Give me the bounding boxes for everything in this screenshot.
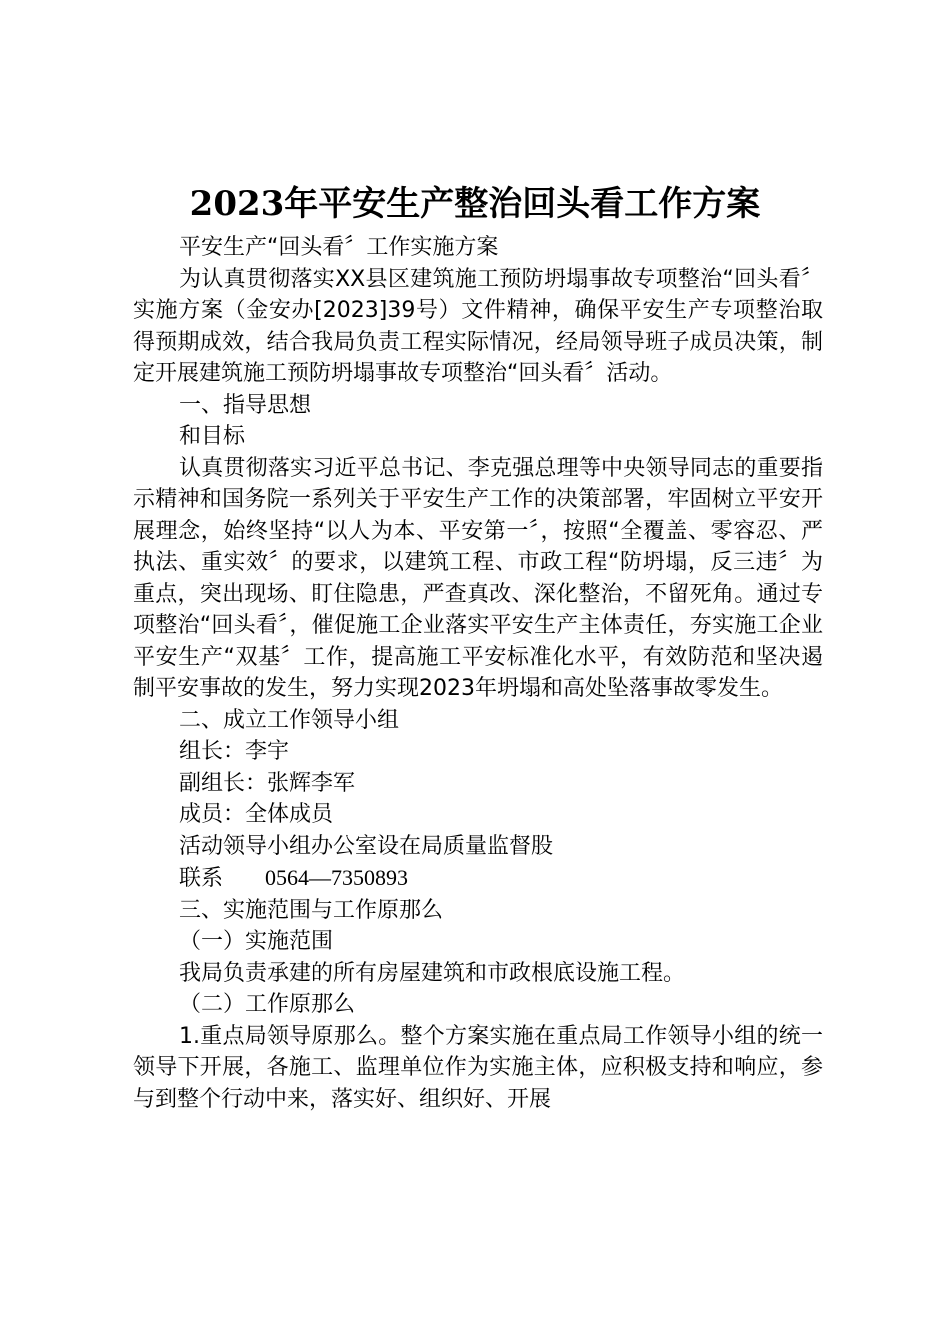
intro-paragraph: 为认真贯彻落实XX县区建筑施工预防坍塌事故专项整治“回头看〞实施方案（金安办[2023]39号）文件精神，确保平安生产专项整治取得预期成效，结合我局负责工程实际情况，经局领导班子成员决策，制定开展建筑施工预防坍塌事故专项整治“回头看〞活动。 (133, 266, 823, 386)
section-heading-scope-principles: 三、实施范围与工作原那么 (179, 897, 444, 923)
principle-one-paragraph: 1.重点局领导原那么。整个方案实施在重点局工作领导小组的统一领导下开展，各施工、监理单位作为实施主体，应积极支持和响应，参与到整个行动中来，落实好、组织好、开展 (133, 1023, 823, 1112)
deputy-leader-line: 副组长：张辉李军 (179, 770, 356, 796)
contact-label: 联系 (179, 866, 224, 891)
group-leader-line: 组长：李宇 (179, 739, 290, 764)
section-heading-goals: 和目标 (179, 424, 246, 449)
members-line: 成员：全体成员 (179, 802, 334, 827)
contact-line (133, 862, 823, 895)
document-title: 2023年平安生产整治回头看工作方案 (189, 184, 761, 224)
office-line: 活动领导小组办公室设在局质量监督股 (179, 833, 554, 859)
section-heading-guiding-thought: 一、指导思想 (179, 392, 312, 418)
subheading-principles: （二）工作原那么 (179, 992, 356, 1017)
guiding-thought-paragraph: 认真贯彻落实习近平总书记、李克强总理等中央领导同志的重要指示精神和国务院一系列关于平安生产工作的决策部署，牢固树立平安开展理念，始终坚持“以人为本、平安第一〞，按照“全覆盖、零容忍、严执法、重实效〞的要求，以建筑工程、市政工程“防坍塌，反三违〞为重点，突出现场、盯住隐患，严查真改、深化整治，不留死角。通过专项整治“回头看〞，催促施工企业落实平安生产主体责任，夯实施工企业平安生产“双基〞工作，提高施工平安标准化水平，有效防范和坚决遏制平安事故的发生，努力实现2023年坍塌和高处坠落事故零发生。 (133, 455, 823, 701)
section-heading-leadership-group: 二、成立工作领导小组 (179, 707, 400, 733)
document-body (133, 232, 823, 1115)
contact-phone: 0564—7350893 (265, 865, 409, 890)
scope-paragraph: 我局负责承建的所有房屋建筑和市政根底设施工程。 (179, 960, 686, 986)
subtitle-paragraph: 平安生产“回头看〞工作实施方案 (179, 235, 499, 260)
subheading-scope: （一）实施范围 (179, 929, 334, 954)
